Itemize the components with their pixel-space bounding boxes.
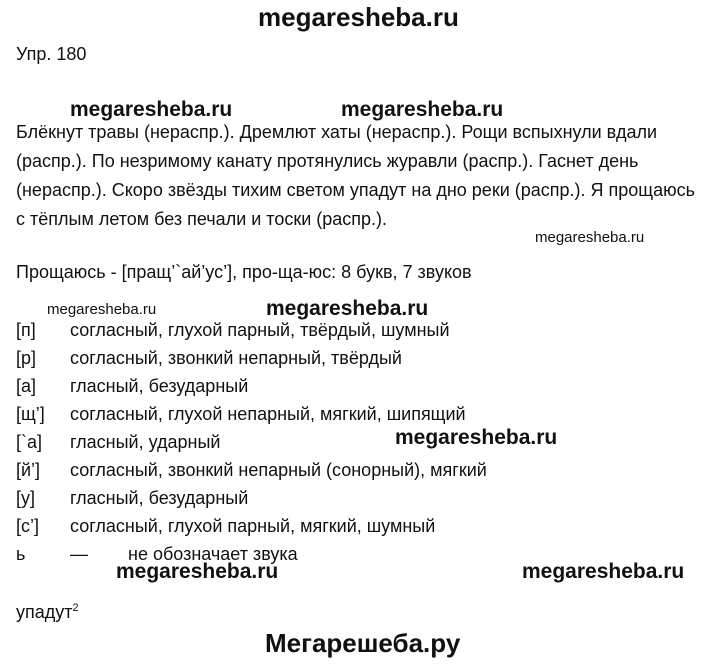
phoneme-description: согласный, звонкий непарный, твёрдый [70, 348, 402, 368]
phoneme-description: согласный, звонкий непарный (сонорный), мягкий [70, 460, 487, 480]
phoneme-row-a [16, 372, 248, 400]
phoneme-row-j [16, 456, 487, 484]
phoneme-symbol: [п] [16, 320, 36, 340]
phoneme-symbol: [у] [16, 488, 36, 508]
word-analysis [16, 594, 79, 627]
watermark-small-right: megaresheba.ru [535, 229, 645, 246]
watermark-mid-right: megaresheba.ru [341, 98, 504, 121]
phoneme-row-r [16, 344, 402, 372]
phoneme-description: гласный, безударный [70, 488, 249, 508]
phoneme-symbol: [а] [16, 376, 37, 396]
watermark-bottom-left: megaresheba.ru [116, 560, 279, 583]
watermark-bottom-right: megaresheba.ru [522, 560, 685, 583]
watermark-footer: Мегарешеба.ру [265, 628, 461, 658]
phoneme-description: гласный, безударный [70, 376, 249, 396]
phoneme-description: гласный, ударный [70, 432, 221, 452]
phoneme-description: согласный, глухой парный, мягкий, шумный [70, 516, 436, 536]
soft-sign-symbol: ь [16, 544, 26, 564]
phoneme-row-s [16, 512, 435, 540]
word-superscript: 2 [72, 602, 79, 614]
phoneme-row-stressed-a [16, 428, 220, 456]
phoneme-symbol: [с’] [16, 516, 40, 536]
watermark-mid-left: megaresheba.ru [70, 98, 233, 121]
phoneme-row-u [16, 484, 248, 512]
word-text: упадут [16, 602, 73, 622]
watermark-small-left: megaresheba.ru [47, 301, 157, 318]
phoneme-row-shch [16, 400, 466, 428]
watermark-right-mid: megaresheba.ru [395, 426, 558, 449]
soft-sign-description: не обозначает звука [128, 544, 298, 564]
phoneme-symbol: [й’] [16, 460, 41, 480]
phoneme-symbol: [`а] [16, 432, 43, 452]
exercise-paragraph: Блёкнут травы (нераспр.). Дремлют хаты (нераспр.). Рощи вспыхнули вдали (распр.). По незримому канату протянулись журавли (распр.). Гаснет день (нераспр.). Скоро звёзды тихим светом упадут на дно реки (распр.). Я прощаюсь с тёплым летом без печали и тоски (распр.). [16, 122, 695, 229]
watermark-top: megaresheba.ru [258, 2, 459, 32]
exercise-title: Упр. 180 [16, 44, 87, 64]
watermark-mid-center: megaresheba.ru [266, 297, 429, 320]
phonetic-header: Прощаюсь - [пращ’`ай’ус’], про-ща-юс: 8 букв, 7 звуков [16, 262, 472, 282]
phoneme-symbol: [р] [16, 348, 37, 368]
phoneme-description: согласный, глухой парный, твёрдый, шумный [70, 320, 450, 340]
phoneme-symbol: [щ’] [16, 404, 45, 424]
soft-sign-dash: — [70, 544, 88, 564]
phoneme-row-p [16, 316, 450, 344]
phoneme-description: согласный, глухой непарный, мягкий, шипящий [70, 404, 466, 424]
